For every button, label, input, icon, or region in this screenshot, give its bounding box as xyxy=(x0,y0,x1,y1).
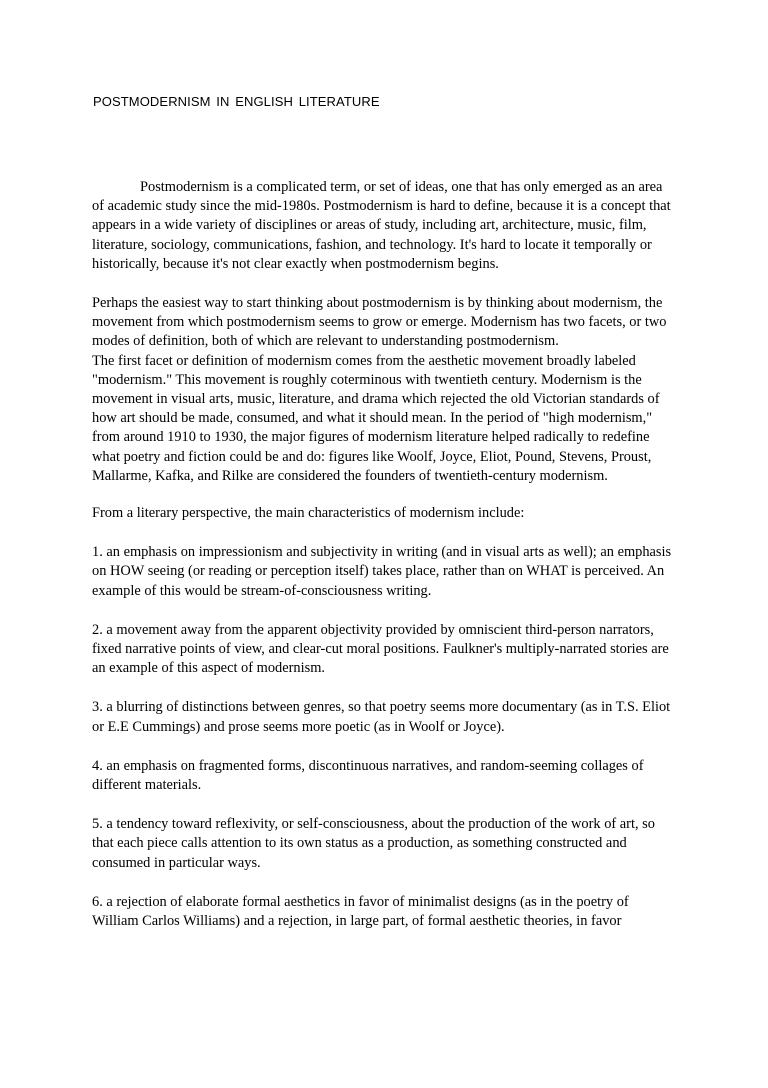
list-item-1: 1. an emphasis on impressionism and subjectivity in writing (and in visual arts as well); an emphasis on HOW seeing (or reading or perception itself) takes place, rather than on WHAT is perceived. An example of this would be stream-of-consciousness writing. xyxy=(92,544,672,599)
paragraph-first-facet: The first facet or definition of modernism comes from the aesthetic movement broadly labeled "modernism." This movement is roughly coterminous with twentieth century. Modernism is the movement in visual arts, music, literature, and drama which rejected the old Victorian standards of how art should be made, consumed, and what it should mean. In the period of "high modernism," from around 1910 to 1930, the major figures of modernism literature helped radically to redefine what poetry and fiction could be and do: figures like Woolf, Joyce, Eliot, Pound, Stevens, Proust, Mallarme, Kafka, and Rilke are considered the founders of twentieth-century modernism. xyxy=(92,352,660,484)
list-item-2: 2. a movement away from the apparent objectivity provided by omniscient third-person narrators, fixed narrative points of view, and clear-cut moral positions. Faulkner's multiply-narrated stories are an example of this aspect of modernism. xyxy=(92,621,669,677)
list-item-4: 4. an emphasis on fragmented forms, discontinuous narratives, and random-seeming collages of different materials. xyxy=(92,757,644,794)
paragraph-modernism-intro: Perhaps the easiest way to start thinking about postmodernism is by thinking about modernism, the movement from which postmodernism seems to grow or emerge. Modernism has two facets, or two modes of definition, both of which are relevant to understanding postmodernism. xyxy=(92,295,667,350)
paragraph-characteristics-heading: From a literary perspective, the main characteristics of modernism include: xyxy=(92,505,525,522)
page-title: POSTMODERNISM IN ENGLISH LITERATURE xyxy=(93,94,380,109)
paragraph-intro: Postmodernism is a complicated term, or set of ideas, one that has only emerged as an area of academic study since the mid-1980s. Postmodernism is hard to define, because it is a concept that appears in a wide variety of disciplines or areas of study, including art, architecture, music, film, literature, sociology, communications, fashion, and technology. It's hard to locate it temporally or historically, because it's not clear exactly when postmodernism begins. xyxy=(92,179,671,272)
list-item-6: 6. a rejection of elaborate formal aesthetics in favor of minimalist designs (as in the poetry of William Carlos Williams) and a rejection, in large part, of formal aesthetic theories, in favor xyxy=(92,893,629,930)
document-body xyxy=(92,178,674,931)
list-item-5: 5. a tendency toward reflexivity, or self-consciousness, about the production of the work of art, so that each piece calls attention to its own status as a production, as something constructed and consumed in particular ways. xyxy=(92,816,655,871)
list-item-3: 3. a blurring of distinctions between genres, so that poetry seems more documentary (as in T.S. Eliot or E.E Cummings) and prose seems more poetic (as in Woolf or Joyce). xyxy=(92,699,671,735)
